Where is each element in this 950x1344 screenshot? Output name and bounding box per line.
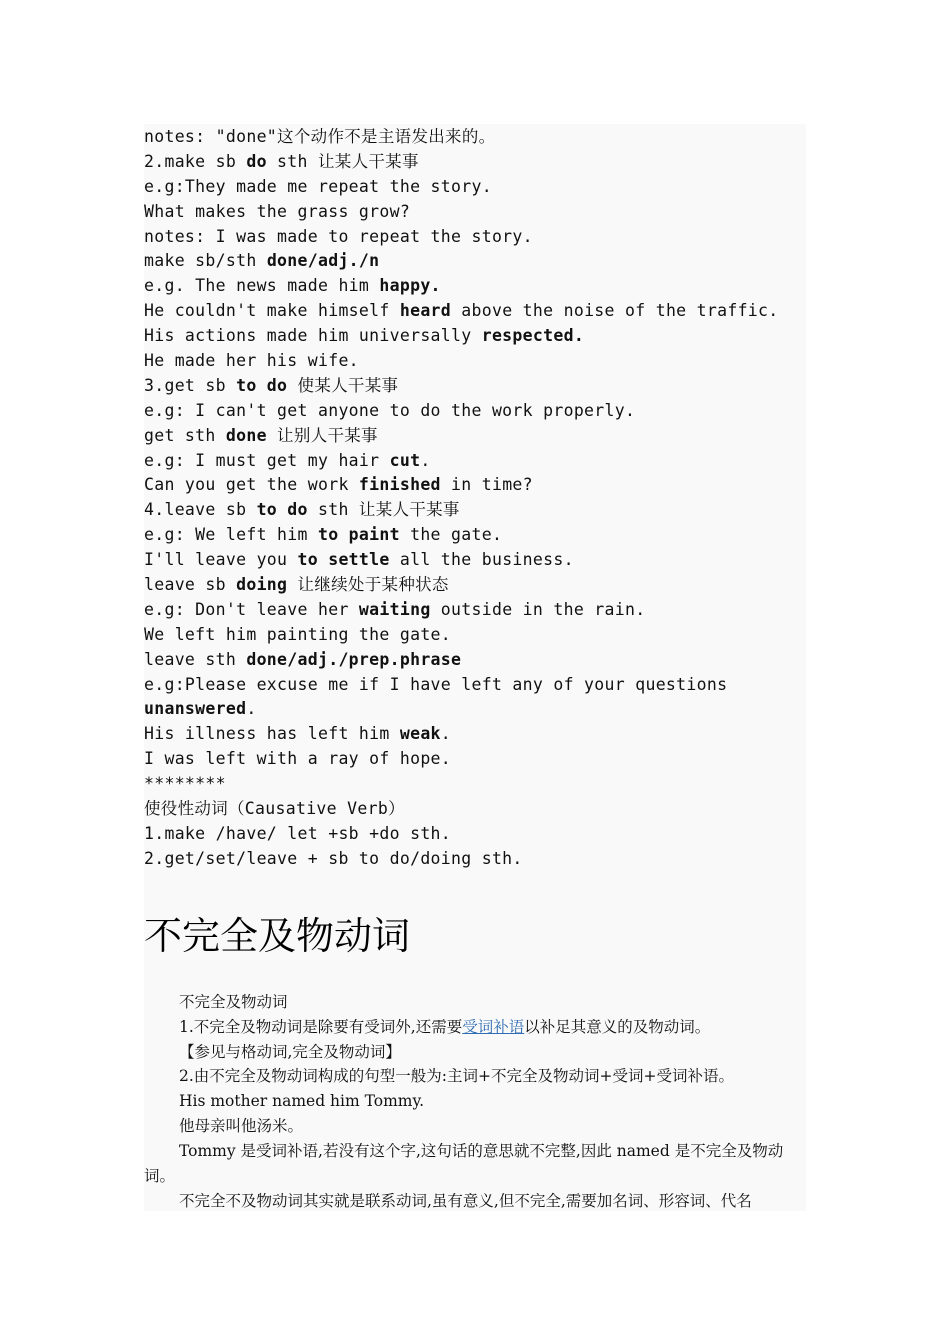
- paragraph-explanation: Tommy 是受词补语,若没有这个字,这句话的意思就不完整,因此 named 是不完全及物动词。: [144, 1142, 784, 1186]
- note-line: [144, 847, 806, 872]
- note-text: He couldn't make himself: [144, 301, 400, 321]
- note-text: I was left with a ray of hope.: [144, 749, 452, 769]
- note-text: 4.leave sb: [144, 500, 257, 520]
- note-line: [144, 175, 806, 200]
- note-line: [144, 747, 806, 772]
- bold-term: cut: [389, 450, 421, 470]
- note-line: [144, 722, 806, 747]
- bold-term: doing: [236, 575, 288, 595]
- note-text: e.g: We left him: [144, 525, 318, 545]
- note-line: [144, 498, 806, 523]
- bold-term: to settle: [297, 550, 390, 570]
- bold-term: waiting: [358, 599, 431, 619]
- note-text: in time?: [440, 475, 533, 495]
- note-text: 2.get/set/leave + sb to do/doing sth.: [144, 848, 523, 868]
- note-text: 让继续处于某种状态: [287, 575, 449, 595]
- note-line: [144, 324, 806, 349]
- note-text: His actions made him universally: [144, 326, 482, 346]
- paragraph-pattern: 2.由不完全及物动词构成的句型一般为:主词+不完全及物动词+受词+受词补语。: [179, 1067, 734, 1086]
- bold-term: done/adj./n: [266, 251, 380, 271]
- bold-term: done/adj./prep.phrase: [246, 649, 462, 669]
- paragraph-see-also: 【参见与格动词,完全及物动词】: [179, 1042, 401, 1061]
- paragraph-linking-verbs: 不完全不及物动词其实就是联系动词,虽有意义,但不完全,需要加名词、形容词、代名: [179, 1191, 752, 1210]
- note-line: [144, 125, 806, 150]
- note-text: We left him painting the gate.: [144, 624, 452, 644]
- note-line: [144, 673, 806, 698]
- note-line: [144, 349, 806, 374]
- paragraph-example-en: His mother named him Tommy.: [179, 1092, 425, 1111]
- note-text: I'll leave you: [144, 550, 298, 570]
- object-complement-link[interactable]: 受词补语: [462, 1017, 525, 1036]
- note-line: [144, 623, 806, 648]
- note-line: [144, 374, 806, 399]
- note-line: [144, 473, 806, 498]
- paragraph-title: 不完全及物动词: [179, 992, 288, 1011]
- note-text: His illness has left him: [144, 724, 400, 744]
- bold-term: weak: [399, 724, 441, 744]
- note-line: [144, 697, 806, 722]
- note-line: [144, 523, 806, 548]
- note-text: e.g. The news made him: [144, 276, 380, 296]
- note-line: [144, 299, 806, 324]
- note-text: sth 让某人干某事: [266, 151, 419, 171]
- note-line: [144, 200, 806, 225]
- note-line: [144, 772, 806, 797]
- bold-term: finished: [358, 475, 441, 495]
- paragraph-example-zh: 他母亲叫他汤米。: [179, 1117, 304, 1136]
- note-text: Can you get the work: [144, 475, 359, 495]
- note-line: [144, 225, 806, 250]
- note-text: e.g:Please excuse me if I have left any of your questions: [144, 674, 728, 694]
- note-line: [144, 797, 806, 822]
- note-text: 使役性动词（Causative Verb）: [144, 799, 405, 819]
- note-text: get sth: [144, 425, 226, 445]
- note-text: the gate.: [399, 525, 503, 545]
- note-line: [144, 274, 806, 299]
- bold-term: unanswered: [144, 699, 247, 719]
- note-text: make sb/sth: [144, 251, 267, 271]
- note-text: .: [246, 699, 257, 719]
- section-body: [144, 990, 806, 1211]
- note-text: e.g: Don't leave her: [144, 599, 359, 619]
- note-text: 1.make /have/ let +sb +do sth.: [144, 823, 452, 843]
- bold-term: to paint: [317, 525, 400, 545]
- paragraph-definition: 1.不完全及物动词是除要有受词外,还需要受词补语以补足其意义的及物动词。: [179, 1017, 711, 1036]
- note-text: He made her his wife.: [144, 351, 359, 371]
- note-text: notes: "done"这个动作不是主语发出来的。: [144, 127, 496, 146]
- note-line: [144, 449, 806, 474]
- note-text: outside in the rain.: [430, 599, 646, 619]
- note-line: [144, 573, 806, 598]
- note-text: ********: [144, 774, 226, 794]
- note-text: sth 让某人干某事: [307, 500, 460, 520]
- note-text: above the noise of the traffic.: [451, 301, 779, 321]
- bold-term: do: [246, 151, 267, 171]
- note-text: leave sb: [144, 575, 237, 595]
- note-text: .: [420, 450, 431, 470]
- note-line: [144, 822, 806, 847]
- bold-term: done: [225, 425, 267, 445]
- note-text: e.g: I can't get anyone to do the work properly.: [144, 400, 636, 420]
- note-line: [144, 648, 806, 673]
- bold-term: heard: [399, 301, 452, 321]
- note-line: [144, 424, 806, 449]
- note-line: [144, 598, 806, 623]
- notes-block: [144, 124, 806, 872]
- note-text: notes: I was made to repeat the story.: [144, 226, 533, 246]
- note-text: 3.get sb: [144, 375, 237, 395]
- note-line: [144, 249, 806, 274]
- note-text: 使某人干某事: [287, 375, 399, 395]
- note-line: [144, 548, 806, 573]
- note-line: [144, 150, 806, 175]
- note-text: What makes the grass grow?: [144, 201, 411, 221]
- document-page: [144, 124, 806, 1211]
- note-text: 让别人干某事: [266, 425, 378, 445]
- bold-term: happy.: [379, 276, 441, 296]
- note-text: 2.make sb: [144, 151, 247, 171]
- note-text: leave sth: [144, 649, 247, 669]
- note-text: .: [440, 724, 452, 744]
- note-text: e.g:They made me repeat the story.: [144, 176, 492, 196]
- section-heading: 不完全及物动词: [144, 913, 411, 958]
- bold-term: respected.: [481, 326, 585, 346]
- bold-term: to do: [256, 500, 308, 520]
- note-text: all the business.: [389, 550, 574, 570]
- note-text: e.g: I must get my hair: [144, 450, 390, 470]
- bold-term: to do: [236, 375, 288, 395]
- note-line: [144, 399, 806, 424]
